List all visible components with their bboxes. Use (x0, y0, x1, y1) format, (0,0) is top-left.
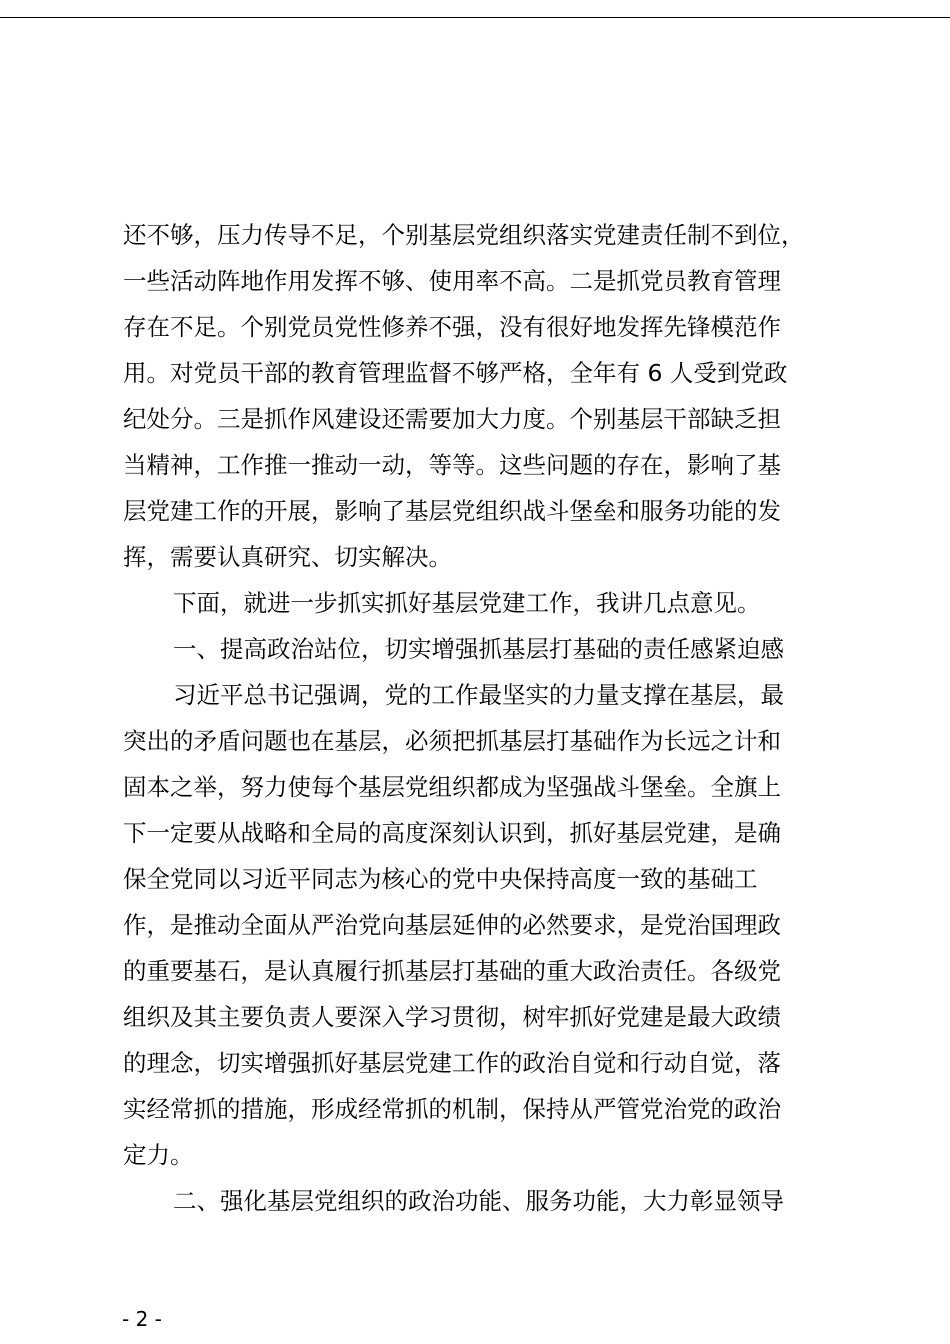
section-heading-1: 一、提高政治站位，切实增强抓基层打基础的责任感紧迫感 (173, 635, 784, 663)
text-line: 下一定要从战略和全局的高度深刻认识到，抓好基层党建，是确 (123, 819, 781, 847)
text-line: 层党建工作的开展，影响了基层党组织战斗堡垒和服务功能的发 (123, 497, 781, 525)
text-line: 突出的矛盾问题也在基层，必须把抓基层打基础作为长远之计和 (123, 727, 781, 755)
text-line: 当精神，工作推一推动一动，等等。这些问题的存在，影响了基 (123, 451, 781, 479)
text-line: 还不够，压力传导不足，个别基层党组织落实党建责任制不到位， (123, 221, 805, 249)
section-heading-2: 二、强化基层党组织的政治功能、服务功能，大力彰显领导 (173, 1187, 784, 1215)
text-line: 的理念，切实增强抓好基层党建工作的政治自觉和行动自觉，落 (123, 1049, 781, 1077)
text-line: 纪处分。三是抓作风建设还需要加大力度。个别基层干部缺乏担 (123, 405, 781, 433)
text-line: 习近平总书记强调，党的工作最坚实的力量支撑在基层，最 (173, 681, 784, 709)
text-line: 挥，需要认真研究、切实解决。 (123, 543, 452, 571)
page-number: - 2 - (122, 1307, 162, 1331)
text-line: 一些活动阵地作用发挥不够、使用率不高。二是抓党员教育管理 (123, 267, 781, 295)
text-line: 定力。 (123, 1141, 194, 1169)
paragraph-intro: 下面，就进一步抓实抓好基层党建工作，我讲几点意见。 (173, 589, 761, 617)
text-line: 存在不足。个别党员党性修养不强，没有很好地发挥先锋模范作 (123, 313, 781, 341)
text-line: 作，是推动全面从严治党向基层延伸的必然要求，是党治国理政 (123, 911, 781, 939)
text-line: 固本之举，努力使每个基层党组织都成为坚强战斗堡垒。全旗上 (123, 773, 781, 801)
text-line: 保全党同以习近平同志为核心的党中央保持高度一致的基础工 (123, 865, 758, 893)
header-rule (0, 17, 950, 18)
text-line: 用。对党员干部的教育管理监督不够严格，全年有 6 人受到党政 (123, 359, 788, 387)
text-line: 组织及其主要负责人要深入学习贯彻，树牢抓好党建是最大政绩 (123, 1003, 781, 1031)
text-line: 的重要基石，是认真履行抓基层打基础的重大政治责任。各级党 (123, 957, 781, 985)
text-line: 实经常抓的措施，形成经常抓的机制，保持从严管党治党的政治 (123, 1095, 781, 1123)
